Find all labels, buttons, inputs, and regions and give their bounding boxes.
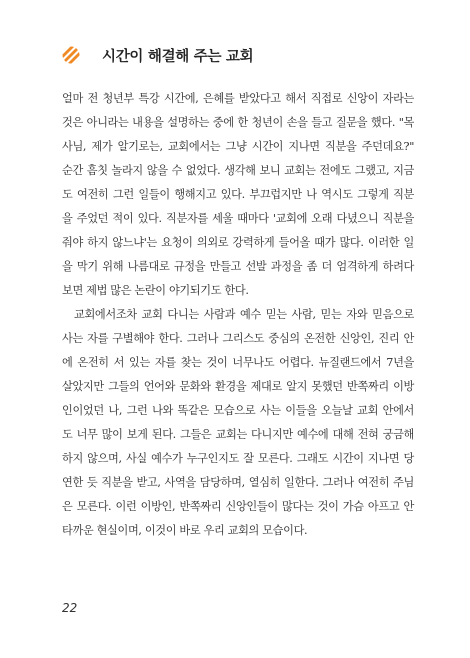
text-line: 얼마 전 청년부 특강 시간에, 은혜를 받았다고 해서 직접로 신앙이 자라는 [62,92,414,105]
text-line: 도 너무 많이 보게 된다. 그들은 교회는 다니지만 예수에 대해 전혀 궁금해 [62,428,414,441]
text-line: 타까운 현실이며, 이것이 바로 우리 교회의 모습이다. [62,524,308,537]
text-line: 도 여전히 그런 일들이 행해지고 있다. 부끄럽지만 나 역시도 그렇게 직분 [62,188,414,201]
text-line: 하지 않으며, 사실 예수가 누구인지도 잘 모른다. 그래도 시간이 지나면 당 [62,452,414,465]
text-line: 을 막기 위해 나름대로 규정을 만들고 선발 과정을 좀 더 엄격하게 하려다 [62,260,414,273]
section-title: 시간이 해결해 주는 교회 [102,48,254,65]
text-line: 사는 자를 구별해야 한다. 그러나 그리스도 중심의 온전한 신앙인, 진리 안 [62,332,414,345]
text-line: 을 주었던 적이 있다. 직분자를 세울 때마다 '교회에 오래 다녔으니 직분을 [62,212,414,225]
text-line: 인이었던 나, 그런 나와 똑같은 모습으로 사는 이들을 오늘날 교회 안에서 [62,404,414,417]
text-line: 순간 흠칫 놀라지 않을 수 없었다. 생각해 보니 교회는 전에도 그랬고, 지금 [62,164,414,177]
page-number: 22 [62,601,78,615]
orange-striped-circle-icon [62,46,80,64]
text-line: 보면 제법 많은 논란이 야기되기도 한다. [62,284,249,297]
text-line: 교회에서조차 교회 다니는 사람과 예수 믿는 사람, 믿는 자와 믿음으로 [74,308,414,321]
text-line: 것은 아니라는 내용을 설명하는 중에 한 청년이 손을 들고 질문을 했다. "목 [62,116,414,129]
text-line: 살았지만 그들의 언어와 문화와 환경을 제대로 알지 못했던 반쪽짜리 이방 [62,380,414,393]
text-line: 은 모른다. 이런 이방인, 반쪽짜리 신앙인들이 많다는 것이 가슴 아프고 안 [62,500,414,513]
body-text [62,87,414,543]
text-line: 연한 듯 직분을 받고, 사역을 담당하며, 열심히 일한다. 그러나 여전히 주님 [62,476,414,489]
text-line: 에 온전히 서 있는 자를 찾는 것이 너무나도 어렵다. 뉴질랜드에서 7년을 [62,356,414,369]
text-line: 사님, 제가 알기로는, 교회에서는 그냥 시간이 지나면 직분을 주던데요?" [62,140,414,153]
section-heading [62,44,253,66]
text-line: 줘야 하지 않느냐'는 요청이 의외로 강력하게 들어올 때가 많다. 이러한 일 [62,236,414,249]
